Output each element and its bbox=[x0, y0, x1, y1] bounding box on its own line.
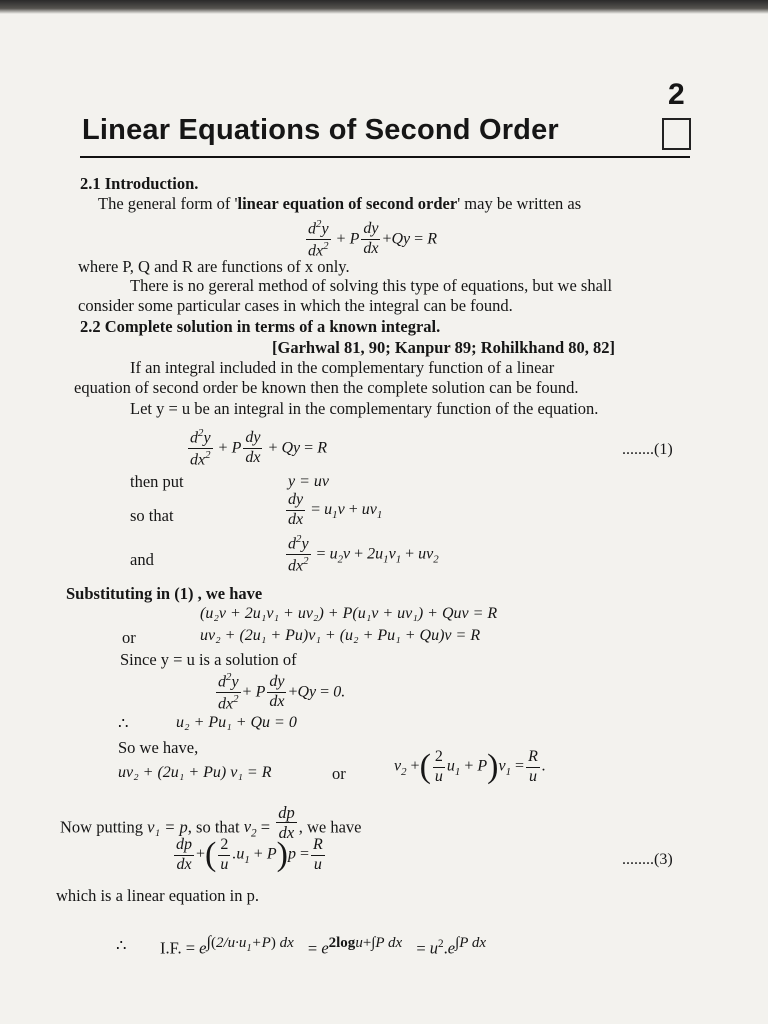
general-equation: $\frac{d^2y}{dx^2}$ + P $\frac{dy}{dx}$ +Qy = R bbox=[308, 218, 437, 260]
substituted-equation: (u₂v + 2u₁v₁ + uv₂) + P(u₁v + uv₁) + Quv = R bbox=[200, 605, 498, 622]
so-that-label: so that bbox=[130, 506, 174, 525]
or-label: or bbox=[122, 628, 136, 647]
chapter-title: Linear Equations of Second Order bbox=[82, 114, 559, 146]
chapter-number: 2 bbox=[668, 78, 685, 111]
section-2-2-heading: 2.2 Complete solution in terms of a known integral. bbox=[80, 317, 441, 336]
reduced-equation-right: $v_2$ +( $\frac{2}{u}$ $u_1 + P)v_1$ = $\frac{R}{u}$ . bbox=[394, 747, 546, 785]
y-equals-uv: y = uv bbox=[288, 473, 329, 490]
equation-1-tag: ........(1) bbox=[622, 441, 673, 458]
section-2-2-para1-line2: equation of second order be known then the complete solution can be found. bbox=[74, 378, 579, 397]
therefore-symbol: ∴ bbox=[118, 714, 129, 733]
now-putting-line: Now putting v₁ = p, so that $v_2$ = $\frac{dp}{dx}$ , we have bbox=[60, 803, 362, 843]
collected-equation: uv₂ + (2u₁ + Pu)v₁ + (u₂ + Pu₁ + Qu)v = R bbox=[200, 627, 481, 644]
equation-3: $\frac{dp}{dx}$ +( $\frac{2}{u}$ $.u_1 + P)p$ = $\frac{R}{u}$ bbox=[176, 835, 323, 873]
second-derivative-equation: $\frac{d^2y}{dx^2}$ = $u_2v + 2u_1v_1 + uv_2$ bbox=[288, 533, 439, 575]
equation-3-tag: ........(3) bbox=[622, 851, 673, 868]
section-2-1-para2-line1: There is no gereral method of solving this type of equations, but we shall bbox=[130, 276, 613, 295]
title-rule bbox=[80, 156, 690, 158]
section-2-2-para1-line1: If an integral included in the complementary function of a linear bbox=[130, 358, 555, 377]
substituting-line: Substituting in (1) , we have bbox=[66, 584, 263, 603]
linear-in-p-line: which is a linear equation in p. bbox=[56, 886, 259, 905]
therefore-symbol-2: ∴ bbox=[116, 936, 127, 955]
section-2-2-references: [Garhwal 81, 90; Kanpur 89; Rohilkhand 80, 82] bbox=[272, 338, 616, 357]
equation-1: $\frac{d^2y}{dx^2}$ + P $\frac{dy}{dx}$ + Qy = R bbox=[190, 427, 327, 469]
homogeneous-equation: $\frac{d^2y}{dx^2}$ + P $\frac{dy}{dx}$ +Qy = 0. bbox=[218, 671, 346, 713]
so-we-have: So we have, bbox=[118, 738, 199, 757]
u-relation: u₂ + Pu₁ + Qu = 0 bbox=[176, 714, 297, 731]
since-line: Since y = u is a solution of bbox=[120, 650, 297, 669]
first-derivative-equation: $\frac{dy}{dx}$ = $u_1v + uv_1$ bbox=[288, 491, 383, 528]
integrating-factor-equation: I.F. = $e^{\int(2/u\cdot u_1+P) dx} = e^{2logu+\int P dx} = u^2.e^{\int P dx}$ bbox=[160, 932, 486, 958]
section-2-1-heading: 2.1 Introduction. bbox=[80, 174, 199, 193]
where-line: where P, Q and R are functions of x only. bbox=[78, 257, 350, 276]
and-label: and bbox=[130, 550, 154, 569]
section-2-1-paragraph: The general form of 'linear equation of second order' may be written as bbox=[98, 194, 582, 213]
section-2-2-para2: Let y = u be an integral in the complementary function of the equation. bbox=[130, 399, 599, 418]
reduced-equation-left: uv₂ + (2u₁ + Pu) v₁ = R bbox=[118, 764, 272, 781]
then-put-label: then put bbox=[130, 472, 184, 491]
title-box-ornament bbox=[662, 118, 691, 150]
or-label-2: or bbox=[332, 764, 346, 783]
section-2-1-para2-line2: consider some particular cases in which the integral can be found. bbox=[78, 296, 513, 315]
